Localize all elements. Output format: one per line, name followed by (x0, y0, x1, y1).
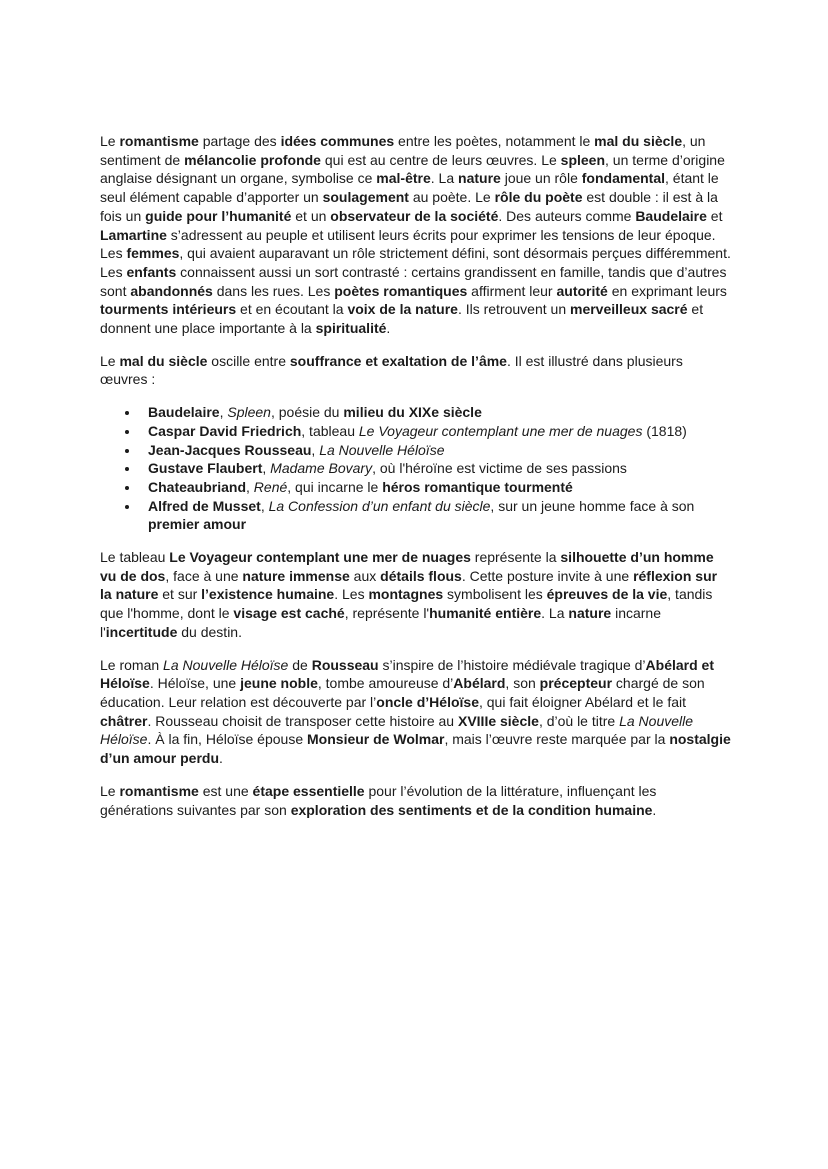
bold-text-run: Le Voyageur contemplant une mer de nuages (169, 549, 471, 566)
bold-text-run: Gustave Flaubert (148, 460, 263, 477)
text-run: . (652, 801, 657, 818)
text-run: affirment leur (467, 282, 557, 299)
bold-text-run: étape essentielle (252, 782, 365, 799)
bold-text-run: l’existence humaine (201, 586, 335, 603)
text-run: , qui avaient auparavant un rôle strictement défini, sont désormais perçues différemment. Les (100, 245, 731, 280)
italic-text-run: La Nouvelle Héloïse (319, 441, 445, 458)
paragraph (100, 656, 732, 768)
bold-text-run: observateur de la société (330, 207, 499, 224)
text-run: , mais l’œuvre reste marquée par la (444, 731, 670, 748)
text-run: , (246, 478, 254, 495)
bold-text-run: Abélard et Héloïse (100, 656, 715, 692)
bold-text-run: guide pour l’humanité (145, 207, 292, 224)
text-run: connaissent aussi un sort contrasté : certains grandissent en famille, tandis que d’autres sont (100, 263, 727, 299)
text-run: pour l’évolution de la littérature, influençant les générations suivantes par son (100, 782, 657, 818)
bold-text-run: nature (458, 170, 501, 187)
bold-text-run: Monsieur de Wolmar (307, 731, 445, 748)
bold-text-run: Chateaubriand (148, 478, 247, 495)
text-run: aux (349, 567, 381, 584)
bold-text-run: silhouette d’un homme vu de dos (100, 549, 714, 584)
text-run: , face à une (165, 567, 243, 584)
bold-text-run: spiritualité (315, 320, 387, 337)
text-run: partage des (198, 133, 281, 149)
text-run: symbolisent les (443, 586, 547, 603)
text-run: , (311, 441, 320, 458)
text-run: , un sentiment de (100, 133, 706, 168)
text-run: . Des auteurs comme (498, 207, 636, 224)
text-run: du destin. (177, 623, 242, 640)
text-run: . Il est illustré dans plusieurs œuvres : (100, 352, 683, 388)
text-run: . Rousseau choisit de transposer cette histoire au (147, 712, 458, 729)
text-run: , tableau (301, 422, 359, 439)
text-run: et un (291, 207, 331, 224)
text-run: et en écoutant la (236, 301, 348, 318)
text-run: , représente l' (344, 605, 430, 622)
bold-text-run: rôle du poète (494, 189, 583, 206)
bold-text-run: XVIIIe siècle (457, 712, 539, 729)
text-run: , où l'héroïne est victime de ses passions (372, 460, 627, 477)
text-run: et sur (158, 586, 202, 603)
text-run: , sur un jeune homme face à son (490, 497, 695, 514)
bold-text-run: souffrance et exaltation de l’âme (289, 352, 507, 369)
text-run: Le (100, 133, 120, 149)
text-run: de (288, 656, 312, 673)
text-run: chargé de son éducation. Leur relation est découverte par l’ (100, 675, 705, 710)
bold-text-run: enfants (126, 263, 177, 280)
bold-text-run: milieu du XIXe siècle (343, 404, 482, 421)
text-run: , tombe amoureuse d’ (317, 675, 454, 692)
text-run: , (262, 460, 271, 477)
italic-text-run: La Nouvelle Héloïse (163, 656, 289, 673)
text-run: Le roman (100, 656, 164, 673)
italic-text-run: Spleen (227, 404, 271, 421)
paragraph (100, 548, 732, 642)
text-run: est double : il est à la fois un (100, 189, 718, 224)
text-run: est une (198, 782, 253, 799)
paragraph (100, 782, 732, 819)
text-run: . La (430, 170, 459, 187)
bold-text-run: mal du siècle (119, 352, 208, 369)
bold-text-run: incertitude (105, 623, 178, 640)
text-run: et (706, 207, 723, 224)
bold-text-run: mal du siècle (594, 133, 683, 149)
italic-text-run: La Confession d’un enfant du siècle (268, 497, 491, 514)
paragraph (100, 352, 732, 389)
text-run: , qui fait éloigner Abélard et le fait (478, 693, 687, 710)
bold-text-run: Abélard (453, 675, 506, 692)
text-run: . Cette posture invite à une (461, 567, 634, 584)
text-run: , d’où le titre (538, 712, 620, 729)
italic-text-run: Le Voyageur contemplant une mer de nuages (358, 422, 643, 439)
bold-text-run: visage est caché (233, 605, 345, 622)
list-item (140, 441, 732, 460)
bold-text-run: oncle d’Héloïse (376, 693, 479, 710)
bold-text-run: Baudelaire (148, 404, 220, 421)
works-list (100, 403, 732, 534)
bold-text-run: soulagement (322, 189, 409, 206)
bold-text-run: autorité (556, 282, 608, 299)
text-run: Le tableau (100, 549, 170, 566)
text-run: Le (100, 352, 120, 369)
italic-text-run: Madame Bovary (270, 460, 373, 477)
bold-text-run: Baudelaire (635, 207, 707, 224)
bold-text-run: jeune noble (240, 675, 318, 692)
text-run: . À la fin, Héloïse épouse (147, 731, 308, 748)
italic-text-run: René (253, 478, 288, 495)
text-run: en exprimant leurs (607, 282, 727, 299)
text-run: . (386, 320, 391, 337)
bold-text-run: mélancolie profonde (184, 151, 321, 168)
text-run: , (219, 404, 228, 421)
bold-text-run: détails flous (380, 567, 462, 584)
text-run: et donnent une place importante à la (100, 301, 704, 337)
text-run: s’adressent au peuple et utilisent leurs écrits pour exprimer les tensions de leur époque. Les (100, 226, 716, 262)
list-item (140, 478, 732, 497)
bold-text-run: voix de la nature (347, 301, 458, 318)
bold-text-run: mal-être (376, 170, 431, 187)
text-run: , étant le seul élément capable d’apporter un (100, 170, 719, 206)
bold-text-run: abandonnés (130, 282, 213, 299)
bold-text-run: Jean-Jacques Rousseau (148, 441, 312, 458)
bold-text-run: Caspar David Friedrich (148, 422, 302, 439)
text-run: (1818) (642, 422, 687, 439)
list-item (140, 459, 732, 478)
text-run: au poète. Le (408, 189, 495, 206)
list-item (140, 497, 732, 534)
bold-text-run: femmes (126, 245, 180, 262)
bold-text-run: Alfred de Musset (148, 497, 261, 514)
bold-text-run: exploration des sentiments et de la condition humaine (290, 801, 653, 818)
italic-text-run: La Nouvelle Héloïse (100, 712, 694, 748)
text-run: , un terme d’origine anglaise désignant un organe, symbolise ce (100, 151, 725, 187)
text-run: , son (505, 675, 540, 692)
text-run: qui est au centre de leurs œuvres. Le (320, 151, 561, 168)
bold-text-run: épreuves de la vie (546, 586, 668, 603)
bold-text-run: idées communes (280, 133, 395, 149)
bold-text-run: romantisme (119, 782, 199, 799)
text-run: entre les poètes, notamment le (394, 133, 595, 149)
bold-text-run: châtrer (100, 712, 148, 729)
text-run: représente la (470, 549, 561, 566)
bold-text-run: fondamental (581, 170, 665, 187)
bold-text-run: montagnes (368, 586, 444, 603)
text-run: joue un rôle (500, 170, 582, 187)
bold-text-run: nature (568, 605, 612, 622)
bold-text-run: précepteur (539, 675, 613, 692)
bold-text-run: poètes romantiques (334, 282, 468, 299)
bold-text-run: héros romantique tourmenté (382, 478, 573, 495)
text-run: . Ils retrouvent un (457, 301, 570, 318)
text-run: , tandis que l'homme, dont le (100, 586, 713, 622)
text-run: , qui incarne le (287, 478, 383, 495)
text-run: s’inspire de l’histoire médiévale tragique d’ (378, 656, 646, 673)
text-run: , poésie du (270, 404, 344, 421)
text-run: . Les (334, 586, 369, 603)
text-run: . (219, 750, 223, 767)
list-item (140, 422, 732, 441)
text-run: dans les rues. Les (212, 282, 335, 299)
paragraph (100, 132, 732, 338)
bold-text-run: spleen (560, 151, 606, 168)
bold-text-run: humanité entière (429, 605, 542, 622)
text-run: Le (100, 782, 120, 799)
text-run: incarne l' (100, 605, 661, 640)
list-item (140, 403, 732, 422)
bold-text-run: romantisme (119, 133, 199, 149)
bold-text-run: merveilleux sacré (570, 301, 688, 318)
bold-text-run: premier amour (148, 516, 247, 533)
text-run: . La (541, 605, 569, 622)
document-body (100, 132, 732, 833)
text-run: oscille entre (207, 352, 290, 369)
bold-text-run: tourments intérieurs (100, 301, 237, 318)
bold-text-run: nostalgie d’un amour perdu (100, 731, 731, 767)
bold-text-run: réflexion sur la nature (100, 567, 718, 603)
bold-text-run: nature immense (242, 567, 350, 584)
bold-text-run: Lamartine (100, 226, 167, 243)
text-run: , (260, 497, 269, 514)
text-run: . Héloïse, une (149, 675, 241, 692)
bold-text-run: Rousseau (311, 656, 379, 673)
